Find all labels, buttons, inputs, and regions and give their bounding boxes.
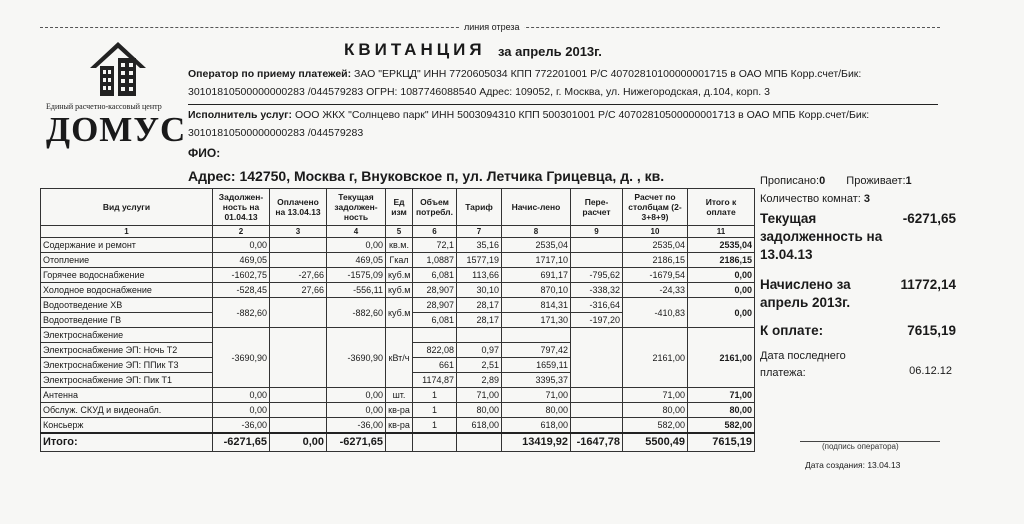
col-header: Объем потребл.: [413, 189, 457, 226]
debt-cell: 0,00: [213, 403, 270, 418]
current-debt-value: -6271,65: [902, 211, 956, 226]
tariff-cell: [457, 328, 502, 343]
document-period: за апрель 2013г.: [498, 44, 602, 59]
charged-cell: 80,00: [502, 403, 571, 418]
unit-cell: шт.: [386, 388, 413, 403]
col-number: 6: [413, 226, 457, 238]
calc-cell: 2161,00: [623, 328, 688, 388]
recalc-cell: [571, 403, 623, 418]
volume-cell: 1: [413, 418, 457, 433]
total-debt: -6271,65: [213, 433, 270, 452]
total-unit: [386, 433, 413, 452]
current-debt-cell: 0,00: [327, 388, 386, 403]
col-header: Вид услуги: [41, 189, 213, 226]
fio-label: ФИО:: [188, 146, 221, 160]
charged-cell: 1717,10: [502, 253, 571, 268]
charges-table: [40, 188, 755, 452]
debt-cell: -1602,75: [213, 268, 270, 283]
table-row: [41, 283, 755, 298]
col-number: 9: [571, 226, 623, 238]
document-title: КВИТАНЦИЯ: [344, 40, 486, 59]
tariff-cell: 35,16: [457, 238, 502, 253]
current-debt-cell: -882,60: [327, 298, 386, 328]
charged-cell: 1659,11: [502, 358, 571, 373]
tariff-cell: 618,00: [457, 418, 502, 433]
accrued-label: Начислено за апрель 2013г.: [760, 277, 851, 310]
paid-cell: [270, 298, 327, 328]
volume-cell: 1: [413, 403, 457, 418]
table-row: [41, 328, 755, 343]
executor-label: Исполнитель услуг:: [188, 109, 293, 121]
volume-cell: 28,907: [413, 298, 457, 313]
col-number: 8: [502, 226, 571, 238]
recalc-cell: [571, 388, 623, 403]
calc-cell: -410,83: [623, 298, 688, 328]
service-name: Электроснабжение: [41, 328, 213, 343]
debt-cell: 0,00: [213, 238, 270, 253]
current-debt-cell: -3690,90: [327, 328, 386, 388]
tariff-cell: 30,10: [457, 283, 502, 298]
operator-details: ЗАО "ЕРКЦД" ИНН 7720605034 КПП 772201001 Р/С 40702810100000001715 в ОАО МПБ Корр.счет/Бик:: [354, 68, 862, 80]
paid-cell: [270, 328, 327, 388]
col-header: Расчет по столбцам (2-3+8+9): [623, 189, 688, 226]
registered-value: 0: [819, 175, 826, 187]
unit-cell: кв-ра: [386, 418, 413, 433]
col-number: 7: [457, 226, 502, 238]
paid-cell: [270, 253, 327, 268]
paid-cell: -27,66: [270, 268, 327, 283]
charged-cell: [502, 328, 571, 343]
recalc-cell: -338,32: [571, 283, 623, 298]
col-number: 5: [386, 226, 413, 238]
total-current-debt: -6271,65: [327, 433, 386, 452]
tariff-cell: 1577,19: [457, 253, 502, 268]
debt-cell: 469,05: [213, 253, 270, 268]
volume-cell: 6,081: [413, 268, 457, 283]
recalc-cell: [571, 328, 623, 388]
col-header: Задолжен-ность на 01.04.13: [213, 189, 270, 226]
charged-cell: 2535,04: [502, 238, 571, 253]
total-cell: 2161,00: [688, 328, 755, 388]
total-recalc: -1647,78: [571, 433, 623, 452]
operator-line: [188, 68, 861, 80]
service-name: Содержание и ремонт: [41, 238, 213, 253]
total-cell: 80,00: [688, 403, 755, 418]
debt-cell: -3690,90: [213, 328, 270, 388]
debt-cell: -882,60: [213, 298, 270, 328]
tariff-cell: 2,89: [457, 373, 502, 388]
debt-cell: -528,45: [213, 283, 270, 298]
volume-cell: 6,081: [413, 313, 457, 328]
current-debt-cell: -1575,09: [327, 268, 386, 283]
col-header: Тариф: [457, 189, 502, 226]
col-header: Пере-расчет: [571, 189, 623, 226]
cut-line: [40, 22, 940, 32]
tariff-cell: 71,00: [457, 388, 502, 403]
service-name: Электроснабжение ЭП: Пик Т1: [41, 373, 213, 388]
service-name: Антенна: [41, 388, 213, 403]
volume-cell: 28,907: [413, 283, 457, 298]
total-volume: [413, 433, 457, 452]
recalc-cell: [571, 253, 623, 268]
total-tariff: [457, 433, 502, 452]
operator-details-2: 30101810500000000283 /044579283 ОГРН: 1087746088540 Адрес: 109052, г. Москва, ул. Нижегородская, д.104, корп. 3: [188, 86, 770, 98]
unit-cell: кв-ра: [386, 403, 413, 418]
table-row: [41, 253, 755, 268]
current-debt-label: Текущая задолженность на 13.04.13: [760, 211, 883, 262]
table-number-row: [41, 226, 755, 238]
tariff-cell: 28,17: [457, 298, 502, 313]
col-header: Ед изм: [386, 189, 413, 226]
unit-cell: куб.м: [386, 298, 413, 328]
total-charged: 13419,92: [502, 433, 571, 452]
total-cell: 582,00: [688, 418, 755, 433]
total-calc: 5500,49: [623, 433, 688, 452]
total-cell: 71,00: [688, 388, 755, 403]
charged-cell: 618,00: [502, 418, 571, 433]
service-name: Водоотведение ХВ: [41, 298, 213, 313]
tariff-cell: 80,00: [457, 403, 502, 418]
service-name: Водоотведение ГВ: [41, 313, 213, 328]
table-row: [41, 403, 755, 418]
to-pay-label: К оплате:: [760, 323, 824, 338]
paid-cell: 27,66: [270, 283, 327, 298]
col-header: Итого к оплате: [688, 189, 755, 226]
service-name: Обслуж. СКУД и видеонабл.: [41, 403, 213, 418]
residents-line: [760, 175, 930, 187]
volume-cell: 1174,87: [413, 373, 457, 388]
current-debt-cell: 469,05: [327, 253, 386, 268]
volume-cell: 1,0887: [413, 253, 457, 268]
service-name: Электроснабжение ЭП: ППик Т3: [41, 358, 213, 373]
total-cell: 0,00: [688, 283, 755, 298]
rooms-label: Количество комнат:: [760, 193, 861, 205]
table-row: [41, 298, 755, 313]
volume-cell: [413, 328, 457, 343]
table-total-row: [41, 433, 755, 452]
charged-cell: 870,10: [502, 283, 571, 298]
col-header: Текущая задолжен-ность: [327, 189, 386, 226]
col-number: 10: [623, 226, 688, 238]
registered-label: Прописано:: [760, 175, 820, 187]
recalc-cell: -316,64: [571, 298, 623, 313]
volume-cell: 1: [413, 388, 457, 403]
charged-cell: 797,42: [502, 343, 571, 358]
house-building-icon: [88, 38, 148, 98]
tariff-cell: 113,66: [457, 268, 502, 283]
rooms-line: [760, 193, 870, 205]
col-number: 1: [41, 226, 213, 238]
current-debt-cell: 0,00: [327, 403, 386, 418]
charged-cell: 691,17: [502, 268, 571, 283]
tariff-cell: 28,17: [457, 313, 502, 328]
service-name: Холодное водоснабжение: [41, 283, 213, 298]
residing-value: 1: [905, 175, 912, 187]
paid-cell: [270, 418, 327, 433]
header-divider: [188, 104, 938, 105]
total-label: Итого:: [41, 433, 213, 452]
service-name: Консьерж: [41, 418, 213, 433]
logo-brand: ДОМУС: [46, 110, 187, 149]
to-pay-value: 7615,19: [907, 323, 956, 338]
calc-cell: 2535,04: [623, 238, 688, 253]
unit-cell: куб.м: [386, 283, 413, 298]
service-name: Электроснабжение ЭП: Ночь Т2: [41, 343, 213, 358]
col-number: 4: [327, 226, 386, 238]
debt-cell: -36,00: [213, 418, 270, 433]
executor-details-2: 30101810500000000283 /044579283: [188, 127, 364, 139]
total-cell: 2186,15: [688, 253, 755, 268]
logo-tagline: Единый расчетно-кассовый центр: [46, 102, 162, 111]
creation-date: Дата создания: 13.04.13: [805, 460, 901, 470]
volume-cell: 661: [413, 358, 457, 373]
charged-cell: 814,31: [502, 298, 571, 313]
total-cell: 2535,04: [688, 238, 755, 253]
service-name: Отопление: [41, 253, 213, 268]
col-number: 3: [270, 226, 327, 238]
table-row: [41, 418, 755, 433]
recalc-cell: -795,62: [571, 268, 623, 283]
recalc-cell: [571, 418, 623, 433]
calc-cell: 582,00: [623, 418, 688, 433]
accrued-value: 11772,14: [900, 277, 956, 292]
calc-cell: 2186,15: [623, 253, 688, 268]
executor-details: ООО ЖКХ "Солнцево парк" ИНН 5003094310 КПП 500301001 Р/С 40702810500000001713 в ОАО МПБ Корр.счет/Бик:: [294, 109, 870, 121]
operator-label: Оператор по приему платежей:: [188, 68, 352, 80]
total-cell: 0,00: [688, 268, 755, 283]
calc-cell: 71,00: [623, 388, 688, 403]
signature-caption: (подпись оператора): [822, 442, 899, 451]
last-payment-value: 06.12.12: [909, 365, 952, 377]
col-number: 11: [688, 226, 755, 238]
recalc-cell: [571, 238, 623, 253]
charged-cell: 3395,37: [502, 373, 571, 388]
charged-cell: 71,00: [502, 388, 571, 403]
unit-cell: куб.м: [386, 268, 413, 283]
total-cell: 0,00: [688, 298, 755, 328]
col-number: 2: [213, 226, 270, 238]
total-to-pay: 7615,19: [688, 433, 755, 452]
volume-cell: 822,08: [413, 343, 457, 358]
unit-cell: кв.м.: [386, 238, 413, 253]
table-header-row: [41, 189, 755, 226]
service-name: Горячее водоснабжение: [41, 268, 213, 283]
table-row: [41, 238, 755, 253]
calc-cell: 80,00: [623, 403, 688, 418]
col-header: Оплачено на 13.04.13: [270, 189, 327, 226]
unit-cell: Гкал: [386, 253, 413, 268]
executor-line: [188, 109, 869, 121]
paid-cell: [270, 388, 327, 403]
current-debt-cell: -556,11: [327, 283, 386, 298]
table-row: [41, 268, 755, 283]
tariff-cell: 0,97: [457, 343, 502, 358]
paid-cell: [270, 238, 327, 253]
tariff-cell: 2,51: [457, 358, 502, 373]
volume-cell: 72,1: [413, 238, 457, 253]
calc-cell: -1679,54: [623, 268, 688, 283]
last-payment-label: Дата последнего платежа:: [760, 350, 846, 379]
rooms-value: 3: [863, 193, 870, 205]
current-debt-cell: -36,00: [327, 418, 386, 433]
address: Адрес: 142750, Москва г, Внуковское п, ул. Летчика Грицевца, д. , кв.: [188, 168, 665, 184]
paid-cell: [270, 403, 327, 418]
charged-cell: 171,30: [502, 313, 571, 328]
residing-label: Проживает:: [846, 175, 906, 187]
col-header: Начис-лено: [502, 189, 571, 226]
recalc-cell: -197,20: [571, 313, 623, 328]
unit-cell: кВт/ч: [386, 328, 413, 388]
calc-cell: -24,33: [623, 283, 688, 298]
cut-line-label: линия отреза: [460, 22, 524, 32]
current-debt-cell: 0,00: [327, 238, 386, 253]
table-row: [41, 388, 755, 403]
total-paid: 0,00: [270, 433, 327, 452]
debt-cell: 0,00: [213, 388, 270, 403]
